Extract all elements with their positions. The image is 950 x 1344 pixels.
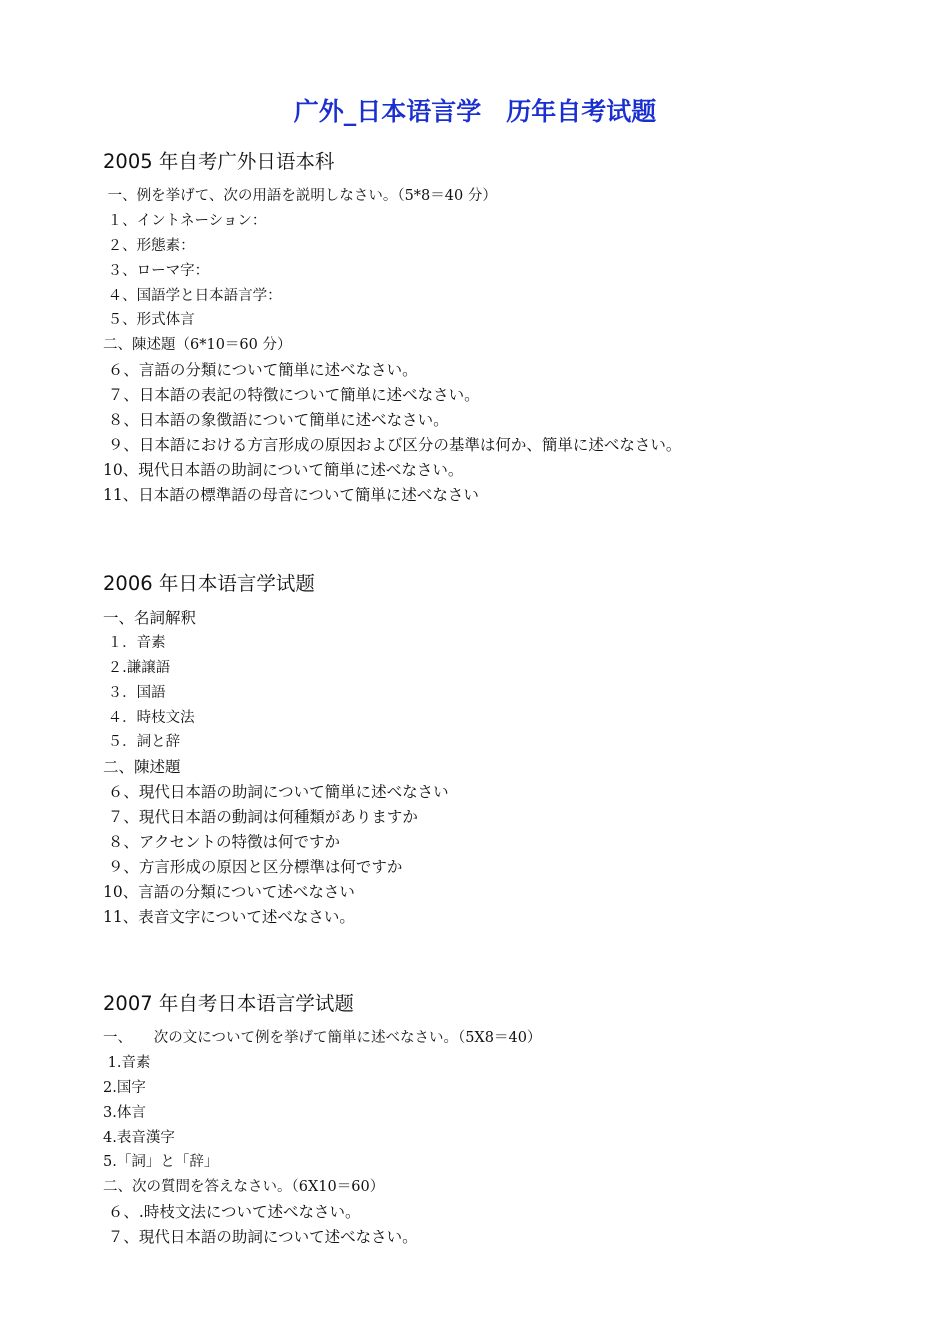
question-line: 4.表音漢字 <box>103 1129 175 1146</box>
question-line: 3.体言 <box>103 1104 146 1121</box>
question-line: １．音素 <box>103 634 166 651</box>
question-line: 一、 次の文について例を挙げて簡単に述べなさい。（5X8＝40） <box>103 1030 542 1046</box>
question-line: 一、例を挙げて、次の用語を説明しなさい。（5*8＝40 分） <box>103 188 497 204</box>
question-line: ３．国語 <box>103 684 166 701</box>
question-line: 二、陳述題 <box>103 758 181 777</box>
question-line: ２、形態素： <box>103 237 195 254</box>
question-line: ９、日本語における方言形成の原因および区分の基準は何か、簡単に述べなさい。 <box>103 435 682 454</box>
question-line: ４、国語学と日本語言学： <box>103 287 282 304</box>
question-line: 11、表音文字について述べなさい。 <box>103 907 355 926</box>
section-2005 <box>103 146 863 508</box>
question-line: 2.国字 <box>103 1079 146 1096</box>
question-line: 10、言語の分類について述べなさい <box>103 882 355 901</box>
question-line: 一、名詞解釈 <box>103 609 197 627</box>
section-2007 <box>103 988 863 1250</box>
question-line: ３、ローマ字： <box>103 262 210 279</box>
question-line: ９、方言形成の原因と区分標準は何ですか <box>103 857 403 876</box>
question-line: ４．時枝文法 <box>103 709 195 726</box>
question-line: ６、言語の分類について簡単に述べなさい。 <box>103 361 418 380</box>
question-line: ８、日本語の象徴語について簡単に述べなさい。 <box>103 411 449 430</box>
question-line: 10、現代日本語の助詞について簡単に述べなさい。 <box>103 460 464 479</box>
question-line: ７、日本語の表記の特徴について簡単に述べなさい。 <box>103 386 480 405</box>
question-line: ７、現代日本語の助詞について述べなさい。 <box>103 1228 418 1247</box>
question-line: ７、現代日本語の動詞は何種類がありますか <box>103 808 418 827</box>
question-line: 二、陳述題（6*10＝60 分） <box>103 337 292 354</box>
question-line: ２.謙譲語 <box>103 659 171 676</box>
document-title: 广外_日本语言学 历年自考试题 <box>293 97 657 126</box>
question-line: 11、日本語の標準語の母音について簡単に述べなさい <box>103 485 479 504</box>
question-line: ６、現代日本語の助詞について簡単に述べなさい <box>103 783 449 802</box>
section-2006 <box>103 568 863 930</box>
question-line: 5.「詞」と「辞」 <box>103 1154 219 1171</box>
question-line: ６、.時枝文法について述べなさい。 <box>103 1203 361 1222</box>
question-line: 二、次の質問を答えなさい。（6X10＝60） <box>103 1179 385 1196</box>
question-line: 1.音素 <box>103 1054 151 1071</box>
question-line: ５、形式体言 <box>103 312 195 329</box>
question-line: ５．詞と辞 <box>103 734 181 751</box>
section-heading: 2005 年自考广外日语本科 <box>103 150 335 173</box>
section-heading: 2006 年日本语言学试题 <box>103 572 315 595</box>
question-line: １、イントネーション： <box>103 212 267 229</box>
section-heading: 2007 年自考日本语言学试题 <box>103 992 354 1015</box>
question-line: ８、アクセントの特徴は何ですか <box>103 833 340 852</box>
